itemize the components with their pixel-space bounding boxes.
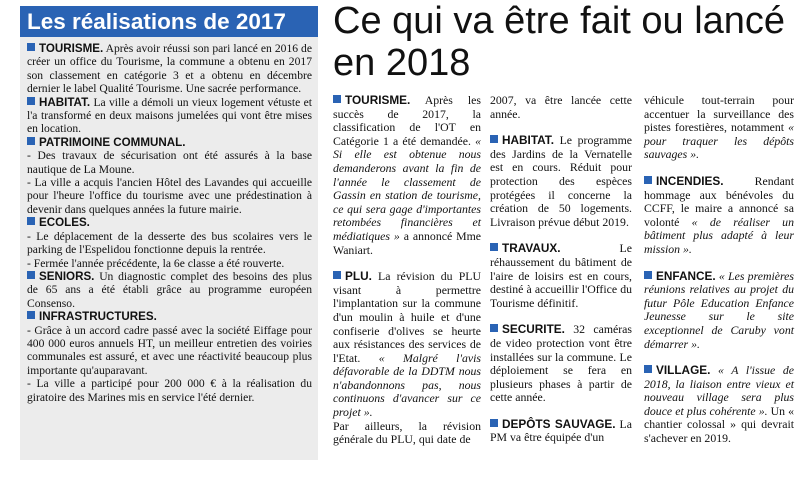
square-bullet-icon [490, 419, 498, 427]
tourisme-attribution: a annoncé Mme Waniart. [333, 228, 482, 257]
square-bullet-icon [27, 271, 35, 279]
habitat-label: HABITAT. [502, 133, 554, 148]
habitat-paragraph [490, 134, 632, 229]
plu-continued: 2007, va être lancée cette année. [490, 93, 632, 121]
square-bullet-icon [27, 311, 35, 319]
headline: Ce qui va être fait ou lancé en 2018 [333, 0, 786, 84]
tourisme-paragraph [27, 42, 312, 96]
square-bullet-icon [27, 97, 35, 105]
seniors-paragraph [27, 270, 312, 310]
incendies-text: Rendant hommage aux bénévoles du CCFF, le maire a annoncé sa volonté [644, 173, 794, 229]
article-column-1 [333, 94, 481, 447]
depots-continued-text: véhicule tout-terrain pour accentuer la surveillance des pistes forestières, notamment [644, 93, 794, 135]
ecoles-heading [27, 216, 312, 229]
depots-continued [644, 94, 794, 162]
square-bullet-icon [644, 176, 652, 184]
village-quote: « A l'issue de 2018, la liaison entre vieux et nouveau village sera plus douce et plus cohérente ». [644, 363, 794, 418]
ecoles-item: - Fermée l'année précédente, la 6e classe a été rouverte. [27, 256, 285, 270]
realisations-2017-box [20, 6, 318, 460]
square-bullet-icon [490, 135, 498, 143]
square-bullet-icon [644, 365, 652, 373]
seniors-text: Un diagnostic complet des besoins des plus de 65 ans a été établi grâce au programme européen Consenso. [27, 269, 313, 310]
square-bullet-icon [27, 43, 35, 51]
square-bullet-icon [644, 271, 652, 279]
patrimoine-item: - La ville a acquis l'ancien Hôtel des Lavandes qui accueille pour l'heure l'office du tourisme avec une prédestination à devenir dans quelques années la future mairie. [27, 176, 312, 216]
plu-label: PLU. [345, 269, 372, 284]
enfance-quote: « Les premières réunions relatives au projet du futur Pôle Education Enfance Jeunesse sur le site exceptionnel de Caruby vont démarrer ». [644, 268, 794, 351]
infrastructures-item: - Grâce à un accord cadre passé avec la société Eiffage pour 400 000 euros annuels HT, un meilleur entretien des voiries communales est assuré, et avec une réactivité beaucoup plus importante qu'auparavant. [27, 323, 312, 377]
tourisme-label: TOURISME. [39, 42, 104, 55]
square-bullet-icon [333, 95, 341, 103]
ecoles-label: ECOLES. [39, 216, 90, 230]
habitat-label: HABITAT. [39, 95, 91, 109]
seniors-label: SENIORS. [39, 269, 95, 283]
tourisme-text: Après les succès de 2017, la classification de l'OT en Catégorie 1 a été demandée. [333, 93, 481, 148]
plu-quote: « Malgré l'avis défavorable de la DDTM nous n'abandonnons pas, nous continuons d'avancer sur ce projet ». [333, 350, 481, 420]
securite-text: 32 caméras de video protection vont être installées sur la commune. Le déploiement se fera en plusieurs phases à partir de cette année. [490, 322, 632, 405]
square-bullet-icon [333, 271, 341, 279]
travaux-paragraph [490, 242, 632, 310]
habitat-paragraph [27, 96, 312, 136]
patrimoine-heading [27, 136, 312, 149]
depots-label: DEPÔTS SAUVAGE. [502, 416, 616, 431]
incendies-label: INCENDIES. [656, 173, 724, 188]
enfance-paragraph [644, 270, 794, 352]
tourisme-quote: « Si elle est obtenue nous demanderons avant la fin de l'année le classement de Gassin en station de tourisme, ce qui sera gage d'importantes retombées financières et médiatiques » [333, 133, 481, 243]
box-title: Les réalisations de 2017 [20, 6, 318, 37]
travaux-text: Le réhaussement du bâtiment de l'aire de loisirs est en cours, destiné à accueillir l'Office du Tourisme définitif. [490, 241, 632, 310]
article-column-2 [490, 94, 632, 445]
depots-text: La PM va être équipée d'un [490, 416, 632, 445]
securite-paragraph [490, 323, 632, 405]
article-column-3 [644, 94, 794, 446]
village-text-1: Un « chantier colossal » [644, 403, 795, 432]
depots-paragraph [490, 418, 632, 445]
infrastructures-heading [27, 310, 312, 323]
plu-more: Par ailleurs, la révision générale du PLU, qui date de [333, 418, 481, 447]
enfance-label: ENFANCE. [656, 268, 716, 283]
plu-text: La révision du PLU visant à permettre l'implantation sur la commune d'un moulin à huile et d'une confiserie d'olives se heurte aux résistances des services de l'Etat. [333, 269, 481, 365]
tourisme-paragraph [333, 94, 481, 257]
incendies-paragraph [644, 175, 794, 257]
tourisme-text: Après avoir réussi son pari lancé en 2016 de créer un office du Tourisme, la commune a obtenu en 2017 son classement en catégorie 3 et a obtenu en décembre dernier le label Qualité Tourisme. Une sacrée performance. [27, 42, 312, 96]
square-bullet-icon [27, 137, 35, 145]
incendies-quote: « de réaliser un bâtiment plus adapté à leur mission ». [644, 214, 794, 256]
patrimoine-label: PATRIMOINE COMMUNAL. [39, 135, 186, 149]
village-label: VILLAGE. [656, 363, 711, 378]
square-bullet-icon [490, 243, 498, 251]
habitat-text: Le programme des Jardins de la Vernatelle est en cours. Réduit pour protection des espèces protégées il concerne la création de 50 logements. Livraison prévue début 2019. [490, 133, 632, 229]
securite-label: SECURITE. [502, 322, 565, 337]
habitat-text: La ville a démoli un vieux logement vétuste et l'a transformé en deux maisons jumelées qui vont être mises en location. [27, 95, 312, 136]
plu-paragraph [333, 270, 481, 420]
depots-quote: « pour traquer les dépôts sauvages ». [644, 120, 794, 162]
travaux-label: TRAVAUX. [502, 241, 561, 256]
village-text-2: qui devrait s'achever en 2019. [644, 417, 795, 446]
box-body [20, 37, 318, 404]
tourisme-label: TOURISME. [345, 93, 411, 107]
patrimoine-item: - Des travaux de sécurisation ont été assurés à la base nautique de La Moune. [27, 149, 312, 176]
ecoles-item: - Le déplacement de la desserte des bus scolaires vers le parking de l'Espelidou fonctionne depuis la rentrée. [27, 229, 312, 257]
infrastructures-item: - La ville a participé pour 200 000 € à la réalisation du giratoire des Marines mis en service l'été dernier. [27, 377, 312, 404]
square-bullet-icon [27, 217, 35, 225]
square-bullet-icon [490, 324, 498, 332]
village-paragraph [644, 364, 794, 446]
infrastructures-label: INFRASTRUCTURES. [39, 310, 157, 324]
